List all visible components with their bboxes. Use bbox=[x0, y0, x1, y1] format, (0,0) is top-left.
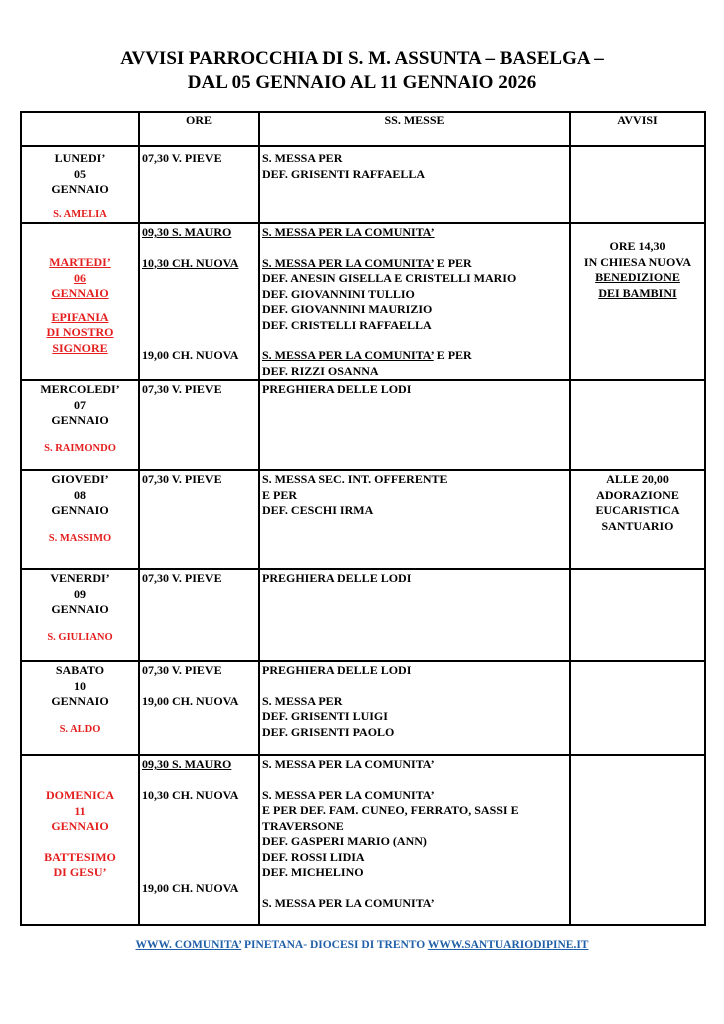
day-column-header bbox=[21, 112, 139, 146]
day-cell bbox=[21, 755, 139, 925]
feast-name: BATTESIMO bbox=[44, 849, 116, 864]
saint-name: S. MASSIMO bbox=[48, 532, 112, 544]
notice-line: DEI BAMBINI bbox=[598, 285, 677, 300]
notice-line: BENEDIZIONE bbox=[595, 270, 680, 284]
avvisi-cell bbox=[570, 661, 705, 755]
mass-line: S. MESSA PER bbox=[262, 151, 343, 165]
day-month: GENNAIO bbox=[51, 182, 109, 196]
mass-line: DEF. CESCHI IRMA bbox=[262, 503, 374, 517]
mass-line: DEF. GRISENTI PAOLO bbox=[262, 724, 395, 739]
ore-column-header: ORE bbox=[139, 112, 259, 146]
avvisi-cell bbox=[570, 146, 705, 223]
day-row-saturday bbox=[21, 661, 705, 755]
day-cell bbox=[21, 569, 139, 661]
mass-line-underlined: S. MESSA PER LA COMUNITA’ bbox=[262, 348, 434, 362]
mass-line: PREGHIERA DELLE LODI bbox=[262, 571, 412, 585]
mass-line: DEF. GRISENTI LUIGI bbox=[262, 709, 388, 723]
notice-line: EUCARISTICA bbox=[595, 503, 680, 517]
header-row bbox=[21, 112, 705, 146]
mass-line: S. MESSA PER LA COMUNITA’ bbox=[262, 757, 435, 771]
ore-cell bbox=[139, 146, 259, 223]
day-row-monday bbox=[21, 146, 705, 223]
mass-line: E PER DEF. FAM. CUNEO, FERRATO, SASSI E bbox=[262, 803, 519, 817]
community-link[interactable]: WWW. COMUNITA’ bbox=[135, 939, 242, 951]
mass-time: 07,30 V. PIEVE bbox=[142, 151, 222, 165]
mass-line: S. MESSA PER LA COMUNITA’ bbox=[262, 225, 435, 239]
mass-time: 19,00 CH. NUOVA bbox=[142, 348, 239, 362]
schedule-table bbox=[20, 111, 706, 926]
messe-cell bbox=[259, 380, 570, 470]
mass-time: 07,30 V. PIEVE bbox=[142, 571, 222, 585]
mass-line-suffix: E PER bbox=[433, 255, 472, 270]
day-name: MERCOLEDI’ bbox=[40, 382, 120, 396]
saint-name: S. RAIMONDO bbox=[44, 442, 116, 454]
footer-text: PINETANA- DIOCESI DI TRENTO bbox=[241, 939, 428, 951]
notice-line: ORE 14,30 bbox=[609, 239, 666, 253]
ore-cell bbox=[139, 569, 259, 661]
mass-line: PREGHIERA DELLE LODI bbox=[262, 663, 412, 677]
mass-line: DEF. ANESIN GISELLA E CRISTELLI MARIO bbox=[262, 271, 517, 285]
day-name: VENERDI’ bbox=[50, 571, 110, 585]
mass-time: 07,30 V. PIEVE bbox=[142, 663, 222, 677]
day-row-sunday bbox=[21, 755, 705, 925]
mass-line: DEF. MICHELINO bbox=[262, 865, 364, 879]
day-row-thursday bbox=[21, 470, 705, 569]
day-cell bbox=[21, 470, 139, 569]
day-cell bbox=[21, 380, 139, 470]
day-row-tuesday bbox=[21, 223, 705, 380]
day-month: GENNAIO bbox=[51, 413, 109, 427]
mass-line: DEF. ROSSI LIDIA bbox=[262, 849, 365, 864]
day-month: GENNAIO bbox=[51, 819, 109, 833]
day-cell bbox=[21, 146, 139, 223]
mass-line: DEF. CRISTELLI RAFFAELLA bbox=[262, 317, 432, 332]
messe-cell bbox=[259, 146, 570, 223]
messe-cell bbox=[259, 755, 570, 925]
ore-cell bbox=[139, 661, 259, 755]
day-name: LUNEDI’ bbox=[54, 151, 106, 165]
day-number: 07 bbox=[74, 397, 86, 412]
day-month: GENNAIO bbox=[51, 602, 109, 616]
mass-line: DEF. RIZZI OSANNA bbox=[262, 363, 379, 378]
mass-line bbox=[262, 348, 569, 364]
day-name: GIOVEDI’ bbox=[51, 472, 109, 486]
day-month: GENNAIO bbox=[51, 694, 109, 708]
avvisi-column-header: AVVISI bbox=[570, 112, 705, 146]
mass-line: DEF. GIOVANNINI MAURIZIO bbox=[262, 302, 433, 316]
day-number: 08 bbox=[74, 487, 86, 502]
mass-time: 09,30 S. MAURO bbox=[142, 225, 232, 239]
mass-line: S. MESSA PER bbox=[262, 693, 343, 708]
mass-time: 07,30 V. PIEVE bbox=[142, 472, 222, 486]
santuario-link[interactable]: WWW.SANTUARIODIPINE.IT bbox=[427, 939, 589, 951]
mass-time: 10,30 CH. NUOVA bbox=[142, 787, 239, 802]
feast-name: EPIFANIA bbox=[51, 309, 109, 324]
mass-line: DEF. GRISENTI RAFFAELLA bbox=[262, 166, 426, 181]
page-subtitle: DAL 05 GENNAIO AL 11 GENNAIO 2026 bbox=[187, 72, 537, 93]
day-cell bbox=[21, 223, 139, 380]
feast-name: DI NOSTRO bbox=[46, 325, 114, 339]
day-number: 09 bbox=[74, 586, 86, 601]
messe-cell bbox=[259, 470, 570, 569]
mass-line: S. MESSA SEC. INT. OFFERENTE bbox=[262, 472, 448, 486]
day-number: 06 bbox=[74, 270, 86, 285]
day-month: GENNAIO bbox=[51, 286, 109, 300]
footer bbox=[0, 939, 724, 951]
messe-cell bbox=[259, 569, 570, 661]
feast-name: DI GESU’ bbox=[53, 865, 107, 879]
day-row-wednesday bbox=[21, 380, 705, 470]
day-month: GENNAIO bbox=[51, 503, 109, 517]
avvisi-cell bbox=[570, 223, 705, 380]
avvisi-cell bbox=[570, 755, 705, 925]
notice-line: ALLE 20,00 bbox=[606, 472, 669, 486]
day-name: MARTEDI’ bbox=[49, 255, 111, 269]
day-cell bbox=[21, 661, 139, 755]
mass-line: DEF. GASPERI MARIO (ANN) bbox=[262, 834, 427, 848]
mass-line: E PER bbox=[262, 487, 298, 502]
messe-cell bbox=[259, 223, 570, 380]
avvisi-cell bbox=[570, 569, 705, 661]
mass-line-suffix: E PER bbox=[433, 348, 472, 362]
saint-name: S. GIULIANO bbox=[47, 631, 113, 643]
mass-line-underlined: S. MESSA PER LA COMUNITA’ bbox=[262, 255, 434, 270]
day-number: 05 bbox=[74, 166, 86, 181]
ore-cell bbox=[139, 470, 259, 569]
ore-cell bbox=[139, 223, 259, 380]
mass-time: 10,30 CH. NUOVA bbox=[142, 255, 239, 270]
avvisi-cell bbox=[570, 470, 705, 569]
saint-name: S. ALDO bbox=[59, 723, 101, 735]
ore-cell bbox=[139, 380, 259, 470]
day-number: 10 bbox=[74, 678, 86, 693]
notice-line: IN CHIESA NUOVA bbox=[583, 254, 692, 269]
page-title: AVVISI PARROCCHIA DI S. M. ASSUNTA – BASELGA – bbox=[120, 48, 604, 69]
mass-time: 07,30 V. PIEVE bbox=[142, 382, 222, 396]
ore-cell bbox=[139, 755, 259, 925]
mass-line: PREGHIERA DELLE LODI bbox=[262, 382, 412, 396]
saint-name: S. AMELIA bbox=[53, 208, 107, 220]
day-row-friday bbox=[21, 569, 705, 661]
mass-time: 09,30 S. MAURO bbox=[142, 757, 232, 771]
mass-line: DEF. GIOVANNINI TULLIO bbox=[262, 286, 415, 301]
mass-time: 19,00 CH. NUOVA bbox=[142, 693, 239, 708]
notice-line: ADORAZIONE bbox=[596, 487, 679, 502]
notice-line: SANTUARIO bbox=[601, 518, 674, 533]
day-name: DOMENICA bbox=[46, 788, 114, 802]
mass-line: TRAVERSONE bbox=[262, 818, 344, 833]
mass-line bbox=[262, 256, 569, 272]
mass-time: 19,00 CH. NUOVA bbox=[142, 881, 239, 895]
avvisi-cell bbox=[570, 380, 705, 470]
mass-line: S. MESSA PER LA COMUNITA’ bbox=[262, 895, 435, 910]
mass-line: S. MESSA PER LA COMUNITA’ bbox=[262, 787, 435, 802]
feast-name: SIGNORE bbox=[52, 340, 108, 355]
messe-cell bbox=[259, 661, 570, 755]
day-name: SABATO bbox=[55, 663, 105, 677]
messe-column-header: SS. MESSE bbox=[259, 112, 570, 146]
day-number: 11 bbox=[74, 803, 86, 818]
